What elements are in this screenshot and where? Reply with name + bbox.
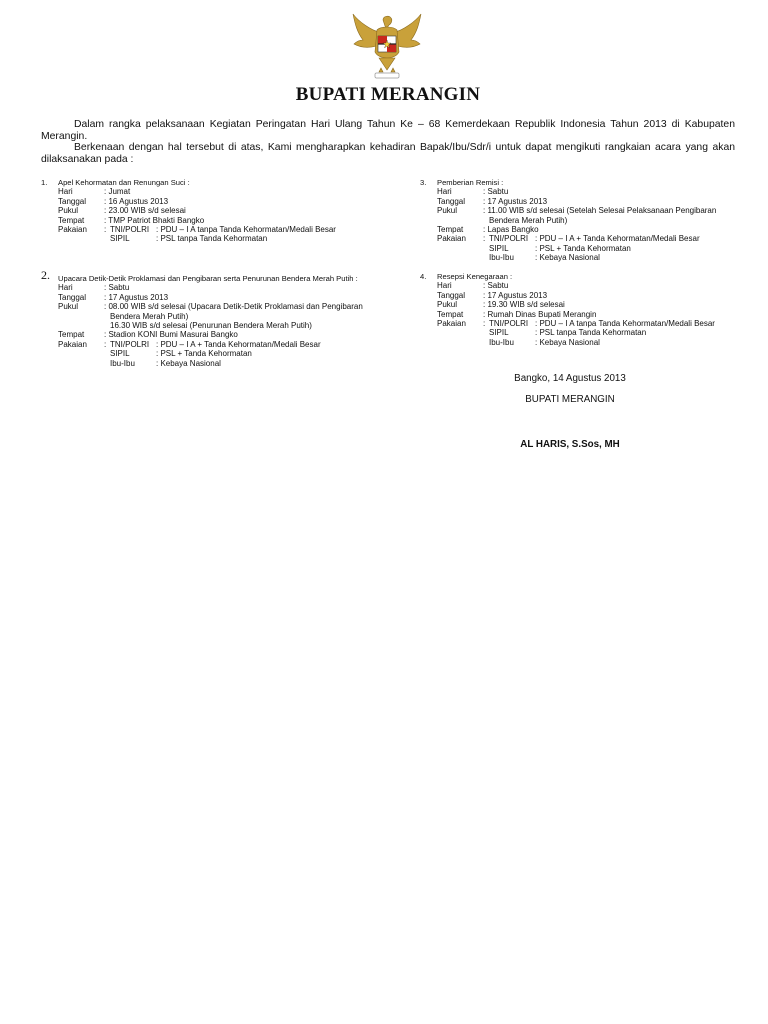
pukul-continuation: Bendera Merah Putih) — [110, 311, 189, 321]
hari-value: : Jumat — [104, 187, 131, 197]
tni-label: TNI/POLRI — [489, 234, 529, 244]
intro-paragraph-2: Berkenaan dengan hal tersebut di atas, Kami mengharapkan kehadiran Bapak/Ibu/Sdr/i untuk dapat mengikuti rangkaian acara yang akan dilaksanakan pada : — [41, 142, 735, 165]
tanggal-value: : 16 Agustus 2013 — [104, 196, 169, 206]
event-1 — [41, 178, 371, 244]
pukul-value: : 08.00 WIB s/d selesai (Upacara Detik-Detik Proklamasi dan Pengibaran — [104, 302, 363, 312]
signatory-name: AL HARIS, S.Sos, MH — [520, 439, 620, 450]
intro-paragraph-1: Dalam rangka pelaksanaan Kegiatan Peringatan Hari Ulang Tahun Ke – 68 Kemerdekaan Republik Indonesia Tahun 2013 di Kabupaten Merangin. — [41, 119, 735, 142]
intro-text — [41, 119, 735, 165]
sipil-value: : PSL + Tanda Kehormatan — [535, 243, 631, 253]
pukul-value: : 11.00 WIB s/d selesai (Setelah Selesai Pelaksanaan Pengibaran — [483, 206, 717, 216]
pakaian-colon: : — [483, 234, 486, 244]
event-4 — [420, 272, 740, 347]
pukul-label: Pukul — [58, 206, 79, 216]
hari-value: : Sabtu — [483, 187, 509, 197]
tanggal-value: : 17 Agustus 2013 — [483, 196, 548, 206]
pukul-value: : 23.00 WIB s/d selesai — [104, 206, 186, 216]
ibu-label: Ibu-Ibu — [489, 253, 514, 263]
hari-label: Hari — [58, 283, 73, 293]
pakaian-label: Pakaian — [437, 319, 466, 329]
pukul-second-value: 16.30 WIB s/d selesai (Penurunan Bendera Merah Putih) — [110, 321, 312, 331]
tni-value: : PDU – I A + Tanda Kehormatan/Medali Besar — [156, 339, 321, 349]
event-number: 1. — [41, 178, 48, 187]
signatory-position: BUPATI MERANGIN — [525, 394, 615, 405]
event-number: 4. — [420, 272, 427, 281]
event-number: 2. — [41, 268, 50, 282]
tni-value: : PDU – I A + Tanda Kehormatan/Medali Besar — [535, 234, 700, 244]
event-2 — [41, 268, 421, 368]
event-title: Resepsi Kenegaraan : — [437, 272, 513, 281]
garuda-emblem-icon — [349, 12, 425, 82]
tempat-value: : TMP Patriot Bhakti Bangko — [104, 215, 205, 225]
ibu-value: : Kebaya Nasional — [156, 358, 221, 368]
event-number: 3. — [420, 178, 427, 187]
pakaian-colon: : — [104, 225, 107, 235]
tempat-label: Tempat — [437, 225, 464, 235]
pakaian-colon: : — [483, 319, 486, 329]
sipil-value: : PSL tanpa Tanda Kehormatan — [535, 328, 647, 338]
tanggal-label: Tanggal — [437, 196, 466, 206]
tanggal-value: : 17 Agustus 2013 — [483, 290, 548, 300]
pukul-label: Pukul — [437, 206, 458, 216]
sipil-label: SIPIL — [110, 349, 130, 359]
pakaian-colon: : — [104, 339, 107, 349]
tanggal-label: Tanggal — [58, 292, 87, 302]
ibu-label: Ibu-Ibu — [489, 337, 514, 347]
pakaian-label: Pakaian — [58, 225, 87, 235]
hari-value: : Sabtu — [104, 283, 130, 293]
tempat-value: : Lapas Bangko — [483, 225, 539, 235]
hari-label: Hari — [58, 187, 73, 197]
sipil-label: SIPIL — [489, 243, 509, 253]
tni-label: TNI/POLRI — [489, 319, 529, 329]
tempat-label: Tempat — [58, 330, 85, 340]
sipil-label: SIPIL — [489, 328, 509, 338]
event-title: Apel Kehormatan dan Renungan Suci : — [58, 178, 190, 187]
tni-value: : PDU – I A tanpa Tanda Kehormatan/Medali Besar — [535, 319, 715, 329]
pakaian-label: Pakaian — [437, 234, 466, 244]
tni-value: : PDU – I A tanpa Tanda Kehormatan/Medali Besar — [156, 225, 336, 235]
tanggal-value: : 17 Agustus 2013 — [104, 292, 169, 302]
tni-label: TNI/POLRI — [110, 339, 150, 349]
tempat-label: Tempat — [58, 215, 85, 225]
ibu-value: : Kebaya Nasional — [535, 253, 600, 263]
place-date: Bangko, 14 Agustus 2013 — [514, 373, 626, 384]
hari-label: Hari — [437, 187, 452, 197]
hari-label: Hari — [437, 281, 452, 291]
pukul-label: Pukul — [437, 300, 458, 310]
sipil-label: SIPIL — [110, 234, 130, 244]
event-title: Pemberian Remisi : — [437, 178, 504, 187]
tanggal-label: Tanggal — [437, 290, 466, 300]
document-title: BUPATI MERANGIN — [295, 84, 481, 105]
hari-value: : Sabtu — [483, 281, 509, 291]
event-3 — [420, 178, 740, 263]
pukul-value: : 19.30 WIB s/d selesai — [483, 300, 565, 310]
ibu-label: Ibu-Ibu — [110, 358, 135, 368]
event-title: Upacara Detik-Detik Proklamasi dan Pengibaran serta Penurunan Bendera Merah Putih : — [58, 274, 358, 283]
pakaian-label: Pakaian — [58, 339, 87, 349]
sipil-value: : PSL + Tanda Kehormatan — [156, 349, 252, 359]
tempat-value: : Rumah Dinas Bupati Merangin — [483, 309, 597, 319]
sipil-value: : PSL tanpa Tanda Kehormatan — [156, 234, 268, 244]
tempat-value: : Stadion KONI Bumi Masurai Bangko — [104, 330, 238, 340]
tempat-label: Tempat — [437, 309, 464, 319]
pukul-continuation: Bendera Merah Putih) — [489, 215, 568, 225]
pukul-label: Pukul — [58, 302, 79, 312]
ibu-value: : Kebaya Nasional — [535, 337, 600, 347]
tanggal-label: Tanggal — [58, 196, 87, 206]
tni-label: TNI/POLRI — [110, 225, 150, 235]
